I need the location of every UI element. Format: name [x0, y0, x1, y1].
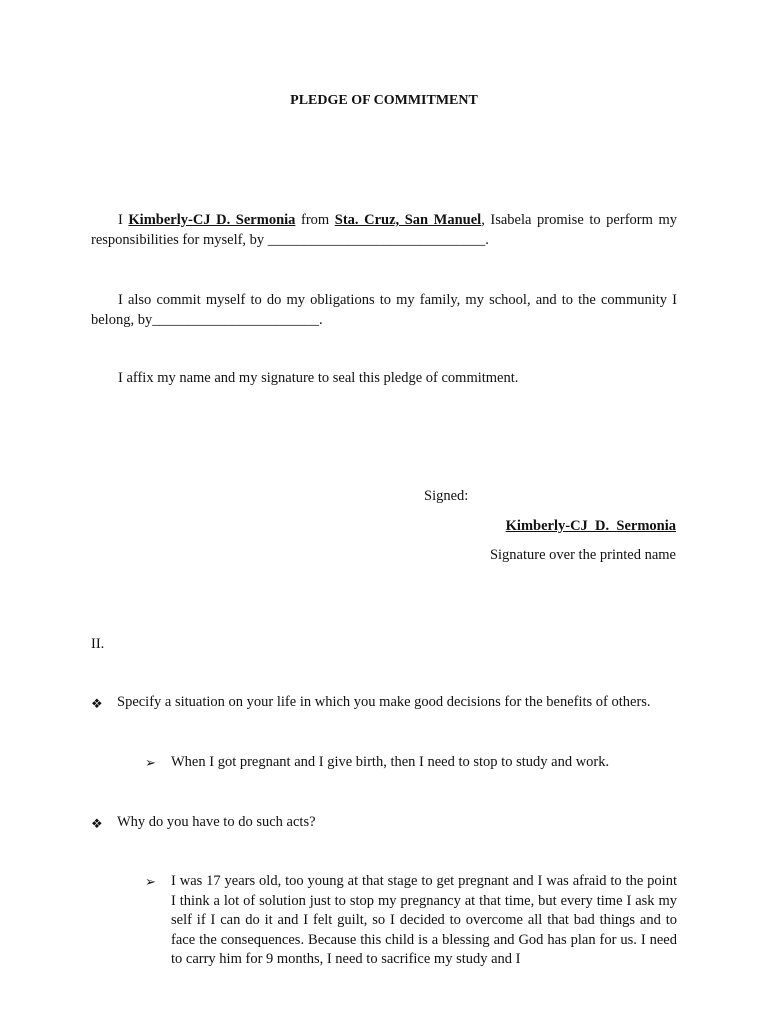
question-text: Specify a situation on your life in which you make good decisions for the benefits of others.: [117, 694, 651, 710]
answer-text: I was 17 years old, too young at that stage to get pregnant and I was afraid to the point I think a lot of solution just to stop my pregnancy at that time, but every time I ask my self if I can do it and I felt guilt, so I decided to overcome all that bad things and to face the consequences. Because this child is a blessing and God has plan for us. I need to carry him for 9 months, I need to sacrifice my study and I: [171, 873, 677, 967]
signature-caption: Signature over the printed name: [489, 547, 676, 563]
arrow-bullet-icon: ➢: [145, 874, 156, 889]
answer-text: When I got pregnant and I give birth, then I need to stop to study and work.: [171, 754, 610, 770]
question-item: [91, 694, 691, 714]
document-title: PLEDGE OF COMMITMENT: [290, 93, 478, 108]
signature-name: Kimberly-CJ D. Sermonia: [505, 518, 676, 534]
pledger-place: Sta. Cruz, San Manuel: [334, 212, 482, 228]
diamond-bullet-icon: ❖: [91, 816, 103, 831]
arrow-bullet-icon: ➢: [145, 755, 156, 770]
question-item: [91, 814, 691, 834]
answer-item: [145, 753, 677, 773]
pledge-lead: I: [118, 212, 129, 228]
pledge-paragraph-2: I also commit myself to do my obligations to my family, my school, and to the community I belong, by_______________________.: [91, 292, 677, 328]
pledge-paragraph-3: I affix my name and my signature to seal this pledge of commitment.: [118, 370, 519, 386]
section-number: II.: [91, 636, 105, 652]
pledge-rest: , Isabela promise to perform my responsibilities for myself, by ______________________________.: [91, 212, 677, 248]
question-text: Why do you have to do such acts?: [117, 814, 316, 830]
from-word: from: [295, 212, 335, 228]
answer-item: [145, 872, 677, 970]
signed-label: Signed:: [424, 488, 469, 504]
diamond-bullet-icon: ❖: [91, 696, 103, 711]
pledge-paragraph-1: [91, 211, 677, 250]
pledger-name: Kimberly-CJ D. Sermonia: [128, 212, 296, 228]
